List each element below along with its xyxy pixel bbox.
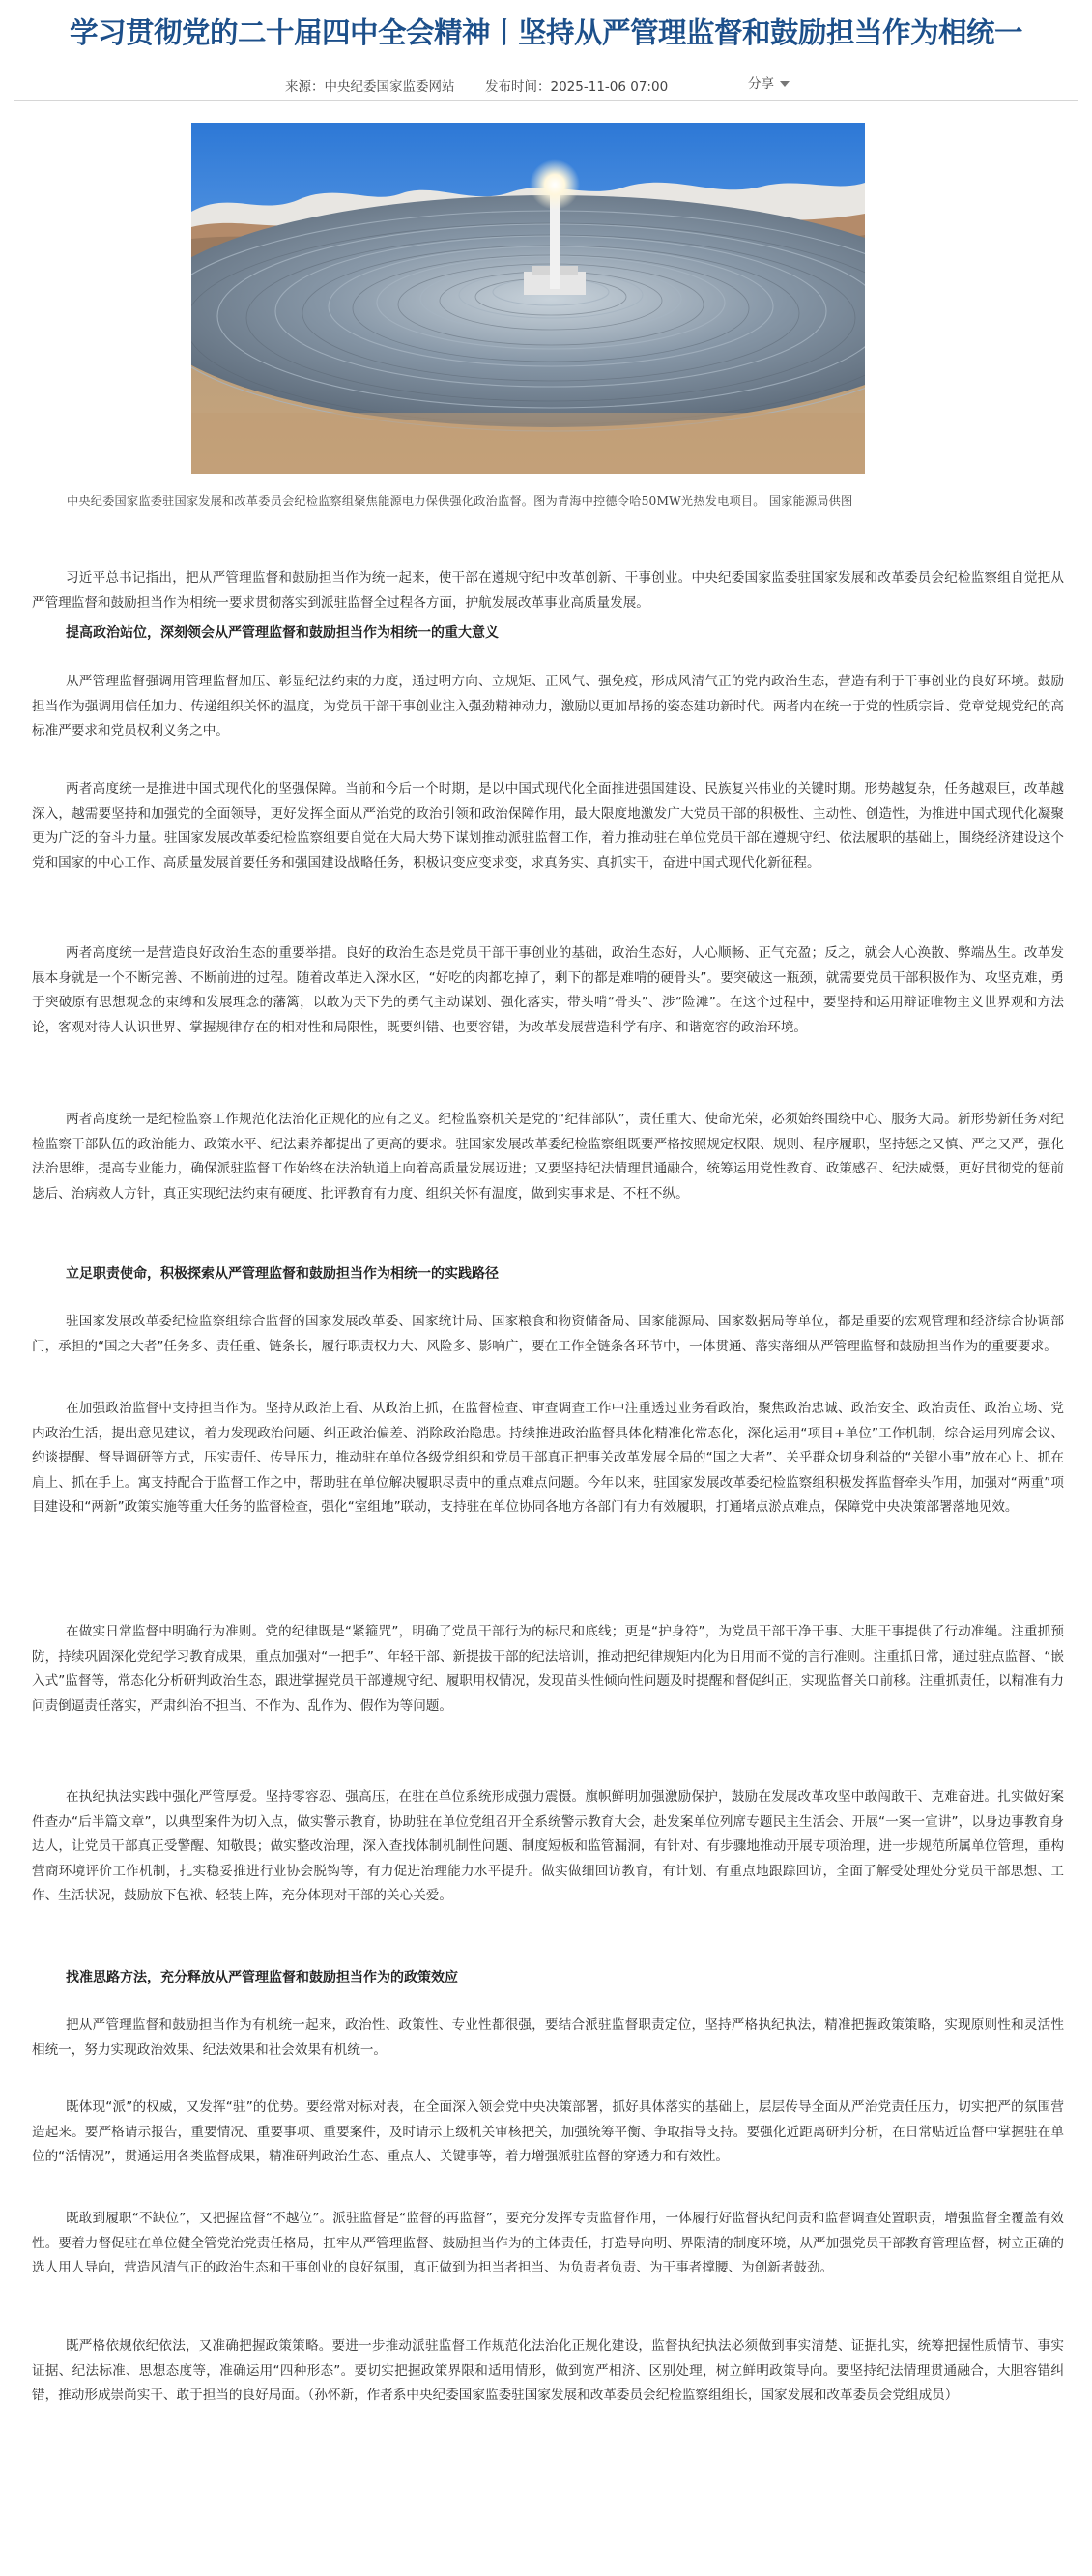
source-name: 中央纪委国家监委网站 bbox=[324, 79, 455, 95]
paragraph: 驻国家发展改革委纪检监察组综合监督的国家发展改革委、国家统计局、国家粮食和物资储备局、国家能源局、国家数据局等单位，都是重要的宏观管理和经济综合协调部门，承担的“国之大者”任务多、责任重、链条长，履行职责权力大、风险多、影响广，要在工作全链条各环节中，一体贯通、落实落细从严管理监督和鼓励担当作为的重要要求。 bbox=[32, 1314, 1064, 1354]
paragraph: 习近平总书记指出，把从严管理监督和鼓励担当作为统一起来，使干部在遵规守纪中改革创新、干事创业。中央纪委国家监委驻国家发展和改革委员会纪检监察组自觉把从严管理监督和鼓励担当作为相统一要求贯彻落实到派驻监督全过程各方面，护航发展改革事业高质量发展。 bbox=[32, 570, 1064, 611]
publish-time-label: 发布时间： bbox=[485, 79, 551, 95]
share-button[interactable] bbox=[748, 72, 790, 92]
divider bbox=[14, 100, 1078, 101]
paragraph: 从严管理监督强调用管理监督加压、彰显纪法约束的力度，通过明方向、立规矩、正风气、强免疫，形成风清气正的党内政治生态，营造有利于干事创业的良好环境。鼓励担当作为强调用信任加力、传递组织关怀的温度，为党员干部干事创业注入强劲精神动力，激励以更加昂扬的姿态建功新时代。两者内在统一于党的性质宗旨、党章党规党纪的高标准严要求和党员权利义务之中。 bbox=[32, 674, 1064, 738]
section-heading: 提高政治站位，深刻领会从严管理监督和鼓励担当作为相统一的重大意义 bbox=[66, 625, 499, 641]
paragraph: 两者高度统一是纪检监察工作规范化法治化正规化的应有之义。纪检监察机关是党的“纪律部队”，责任重大、使命光荣，必须始终围绕中心、服务大局。新形势新任务对纪检监察干部队伍的政治能力、政策水平、纪法素养都提出了更高的要求。驻国家发展改革委纪检监察组既要严格按照规定权限、规则、程序履职，坚持惩之又慎、严之又严，强化法治思维，提高专业能力，确保派驻监督工作始终在法治轨道上向着高质量发展迈进；又要坚持纪法情理贯通融合，统筹运用党性教育、政策感召、纪法威慑，更好贯彻党的惩前毖后、治病救人方针，真正实现纪法约束有硬度、批评教育有力度、组织关怀有温度，做到实事求是、不枉不纵。 bbox=[32, 1112, 1064, 1201]
paragraph: 两者高度统一是推进中国式现代化的坚强保障。当前和今后一个时期，是以中国式现代化全面推进强国建设、民族复兴伟业的关键时期。形势越复杂，任务越艰巨，改革越深入，越需要坚持和加强党的全面领导，更好发挥全面从严治党的政治引领和政治保障作用，最大限度地激发广大党员干部的积极性、主动性、创造性，为推进中国式现代化凝聚更为广泛的奋斗力量。驻国家发展改革委纪检监察组要自觉在大局大势下谋划推动派驻监督工作，着力推动驻在单位党员干部在遵规守纪、依法履职的基础上，围绕经济建设这个党和国家的中心工作、高质量发展首要任务和强国建设战略任务，积极识变应变求变，求真务实、真抓实干，奋进中国式现代化新征程。 bbox=[32, 781, 1064, 871]
article-meta bbox=[0, 66, 1092, 101]
paragraph: 既严格依规依纪依法，又准确把握政策策略。要进一步推动派驻监督工作规范化法治化正规化建设，监督执纪执法必须做到事实清楚、证据扎实，统筹把握性质情节、事实证据、纪法标准、思想态度等，准确运用“四种形态”。要切实把握政策界限和适用情形，做到宽严相济、区别处理，树立鲜明政策导向。要坚持纪法情理贯通融合，大胆容错纠错，推动形成崇尚实干、敢于担当的良好局面。（孙怀新，作者系中央纪委国家监委驻国家发展和改革委员会纪检监察组组长，国家发展和改革委员会党组成员） bbox=[32, 2338, 1064, 2403]
paragraph: 把从严管理监督和鼓励担当作为有机统一起来，政治性、政策性、专业性都很强，要结合派驻监督职责定位，坚持严格执纪执法，精准把握政策策略，实现原则性和灵活性相统一，努力实现政治效果、纪法效果和社会效果有机统一。 bbox=[32, 2017, 1064, 2058]
article-photo bbox=[191, 123, 865, 474]
paragraph: 两者高度统一是营造良好政治生态的重要举措。良好的政治生态是党员干部干事创业的基础，政治生态好，人心顺畅、正气充盈；反之，就会人心涣散、弊端丛生。改革发展本身就是一个不断完善、不断前进的过程。随着改革进入深水区，“好吃的肉都吃掉了，剩下的都是难啃的硬骨头”。要突破这一瓶颈，就需要党员干部积极作为、攻坚克难，勇于突破原有思想观念的束缚和发展理念的藩篱，以敢为天下先的勇气主动谋划、强化落实，带头啃“骨头”、涉“险滩”。在这个过程中，要坚持和运用辩证唯物主义世界观和方法论，客观对待人认识世界、掌握规律存在的相对性和局限性，既要纠错、也要容错，为改革发展营造科学有序、和谐宽容的政治环境。 bbox=[32, 945, 1064, 1035]
section-heading: 立足职责使命，积极探索从严管理监督和鼓励担当作为相统一的实践路径 bbox=[66, 1266, 499, 1282]
source-line bbox=[285, 75, 455, 95]
chevron-down-icon bbox=[780, 81, 790, 87]
paragraph: 既敢到履职“不缺位”，又把握监督“不越位”。派驻监督是“监督的再监督”，要充分发挥专责监督作用，一体履行好监督执纪问责和监督调查处置职责，增强监督全覆盖有效性。要着力督促驻在单位健全管党治党责任格局，扛牢从严管理监督、鼓励担当作为的主体责任，打造导向明、界限清的制度环境，从严加强党员干部教育管理监督，树立正确的选人用人导向，营造风清气正的政治生态和干事创业的良好氛围，真正做到为担当者担当、为负责者负责、为干事者撑腰、为创新者鼓劲。 bbox=[32, 2211, 1064, 2275]
section-heading: 找准思路方法，充分释放从严管理监督和鼓励担当作为的政策效应 bbox=[66, 1970, 458, 1985]
paragraph: 在做实日常监督中明确行为准则。党的纪律既是“紧箍咒”，明确了党员干部行为的标尺和底线；更是“护身符”，为党员干部干净干事、大胆干事提供了行动准绳。注重抓预防，持续巩固深化党纪学习教育成果，重点加强对“一把手”、年轻干部、新提拔干部的纪法培训，推动把纪律规矩内化为日用而不觉的言行准则。注重抓日常，通过驻点监督、“嵌入式”监督等，常态化分析研判政治生态，跟进掌握党员干部遵规守纪、履职用权情况，发现苗头性倾向性问题及时提醒和督促纠正，实现监督关口前移。注重抓责任，以精准有力问责倒逼责任落实，严肃纠治不担当、不作为、乱作为、假作为等问题。 bbox=[32, 1624, 1064, 1714]
publish-time-line bbox=[485, 75, 668, 95]
share-label: 分享 bbox=[748, 76, 774, 92]
paragraph: 既体现“派”的权威，又发挥“驻”的优势。要经常对标对表，在全面深入领会党中央决策部署，抓好具体落实的基础上，层层传导全面从严治党责任压力，切实把严的氛围营造起来。要严格请示报告，重要情况、重要事项、重要案件，及时请示上级机关审核把关，加强统筹平衡、争取指导支持。要强化近距离研判分析，在日常贴近监督中掌握驻在单位的“活情况”，贯通运用各类监督成果，精准研判政治生态、重点人、关键事等，着力增强派驻监督的穿透力和有效性。 bbox=[32, 2099, 1064, 2164]
photo-caption: 中央纪委国家监委驻国家发展和改革委员会纪检监察组聚焦能源电力保供强化政治监督。图为青海中控德令哈50MW光热发电项目。 国家能源局供图 bbox=[67, 494, 853, 507]
article-title: 学习贯彻党的二十届四中全会精神丨坚持从严管理监督和鼓励担当作为相统一 bbox=[69, 16, 1022, 49]
publish-time: 2025-11-06 07:00 bbox=[550, 79, 669, 95]
solar-thermal-plant-illustration bbox=[191, 123, 865, 474]
source-label: 来源： bbox=[285, 79, 325, 95]
paragraph: 在执纪执法实践中强化严管厚爱。坚持零容忍、强高压，在驻在单位系统形成强力震慑。旗帜鲜明加强激励保护，鼓励在发展改革攻坚中敢闯敢干、克难奋进。扎实做好案件查办“后半篇文章”，以典型案件为切入点，做实警示教育，协助驻在单位党组召开全系统警示教育大会，赴发案单位列席专题民主生活会、开展“一案一宣讲”，以身边事教育身边人，让党员干部真正受警醒、知敬畏；做实整改治理，深入查找体制机制性问题、制度短板和监管漏洞，有针对、有步骤地推动开展专项治理，进一步规范所属单位管理，重构营商环境评价工作机制，扎实稳妥推进行业协会脱钩等，有力促进治理能力水平提升。做实做细回访教育，有计划、有重点地跟踪回访，全面了解受处理处分党员干部思想、工作、生活状况，鼓励放下包袱、轻装上阵，充分体现对干部的关心关爱。 bbox=[32, 1789, 1064, 1903]
paragraph: 在加强政治监督中支持担当作为。坚持从政治上看、从政治上抓，在监督检查、审查调查工作中注重透过业务看政治，聚焦政治忠诚、政治安全、政治责任、政治立场、党内政治生活，提出意见建议，着力发现政治问题、纠正政治偏差、消除政治隐患。持续推进政治监督具体化精准化常态化，深化运用“项目+单位”工作机制，综合运用列席会议、约谈提醒、督导调研等方式，压实责任、传导压力，推动驻在单位各级党组织和党员干部真正把事关改革发展全局的“国之大者”、关乎群众切身利益的“关键小事”放在心上、抓在肩上、抓在手上。寓支持配合于监督工作之中，帮助驻在单位解决履职尽责中的重点难点问题。今年以来，驻国家发展改革委纪检监察组积极发挥监督牵头作用，加强对“两重”项目建设和“两新”政策实施等重大任务的监督检查，强化“室组地”联动，支持驻在单位协同各地方各部门有力有效履职，打通堵点淤点难点，保障党中央决策部署落地见效。 bbox=[32, 1401, 1064, 1515]
